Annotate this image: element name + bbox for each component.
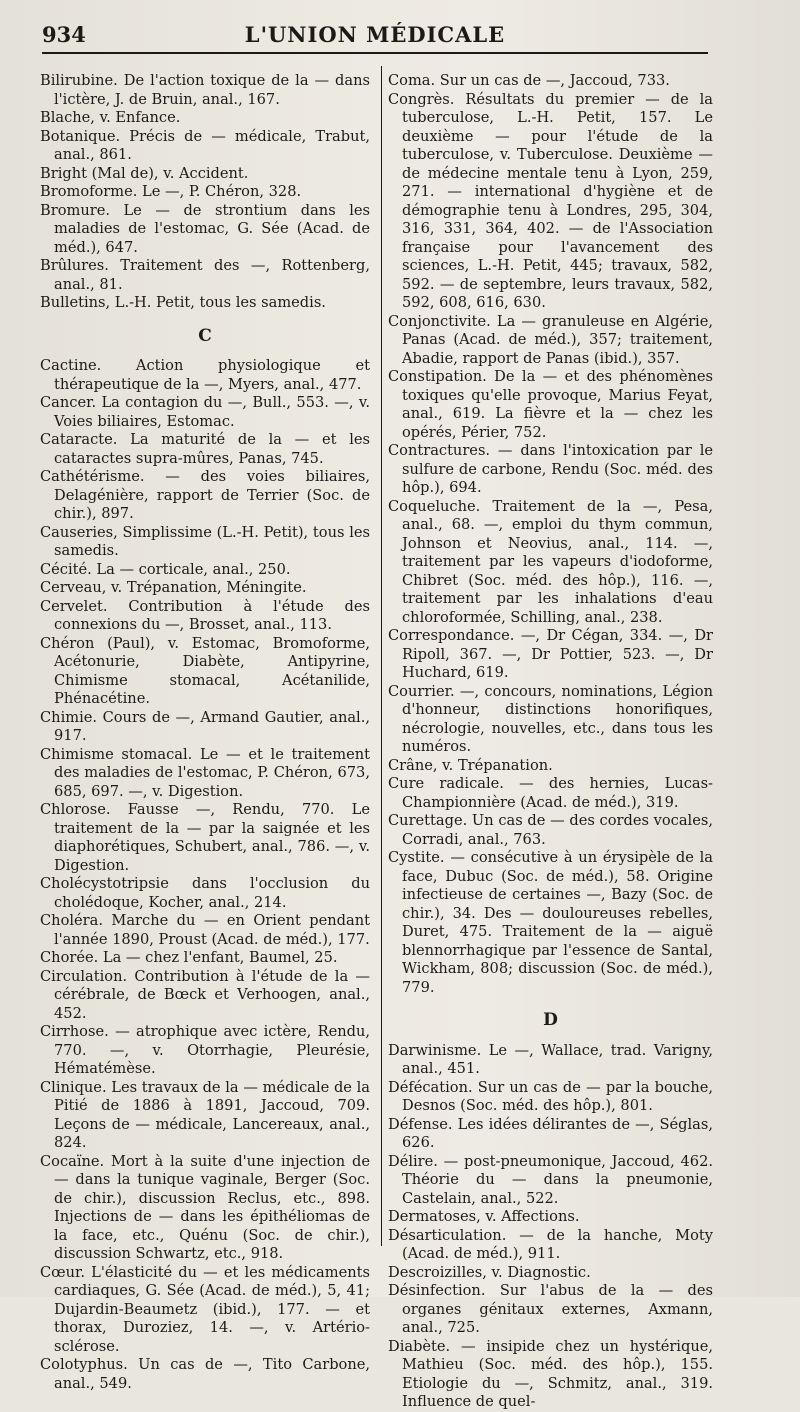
index-entry: Cirrhose. — atrophique avec ictère, Rendu, 770. —, v. Otorrhagie, Pleurésie, Hématémèse. (40, 1023, 370, 1077)
index-entry: Botanique. Précis de — médicale, Trabut, anal., 861. (40, 127, 370, 163)
index-entry: Brûlures. Traitement des —, Rottenberg, anal., 81. (40, 257, 370, 293)
index-entry: Circulation. Contribution à l'étude de la — cérébrale, de Bœck et Verhoogen, anal., 452. (40, 967, 370, 1022)
index-entry: Bulletins, L.-H. Petit, tous les samedis. (40, 294, 326, 311)
index-entry: Contractures. — dans l'intoxication par le sulfure de carbone, Rendu (Soc. méd. des hôp.), 694. (388, 442, 713, 496)
right-entries-after (388, 1042, 713, 1412)
index-entry: Défécation. Sur un cas de — par la bouche, Desnos (Soc. méd. des hôp.), 801. (388, 1078, 713, 1114)
index-entry: Cathétérisme. — des voies biliaires, Delagénière, rapport de Terrier (Soc. de chir.), 897. (40, 468, 370, 522)
right-column (388, 72, 713, 1412)
section-letter-d: D (543, 1010, 558, 1030)
left-entries-before (40, 72, 370, 313)
index-entry: Cervelet. Contribution à l'étude des connexions du —, Brosset, anal., 113. (40, 597, 370, 633)
index-entry: Crâne, v. Trépanation. (388, 756, 553, 774)
index-entry: Descroizilles, v. Diagnostic. (388, 1263, 591, 1281)
index-entry: Blache, v. Enfance. (40, 109, 181, 126)
index-entry: Constipation. De la — et des phénomènes toxiques qu'elle provoque, Marius Feyat, anal., 619. La fièvre et la — chez les opérés, Périer, 752. (388, 368, 713, 441)
header-rule (42, 52, 708, 54)
index-entry: Chéron (Paul), v. Estomac, Bromoforme, Acétonurie, Diabète, Antipyrine, Chimisme stomacal, Acétanilide, Phénacétine. (40, 634, 370, 707)
index-entry: Colotyphus. Un cas de —, Tito Carbone, anal., 549. (40, 1356, 370, 1392)
index-entry: Clinique. Les travaux de la — médicale de la Pitié de 1886 à 1891, Jaccoud, 709. Leçons de — médicale, Lancereaux, anal., 824. (40, 1078, 370, 1151)
index-entry: Choléra. Marche du — en Orient pendant l'année 1890, Proust (Acad. de méd.), 177. (40, 912, 370, 948)
index-entry: Causeries, Simplissime (L.-H. Petit), tous les samedis. (40, 523, 370, 559)
index-entry: Cystite. — consécutive à un érysipèle de la face, Dubuc (Soc. de méd.), 58. Origine infectieuse de certaines —, Bazy (Soc. de chir.), 34. Des — douloureuses rebelles, Duret, 475. Traitement de la — aiguë blennorrhagique par l'essence de Santal, Wickham, 808; discussion (Soc. de méd.), 779. (388, 849, 713, 996)
index-entry: Cactine. Action physiologique et thérapeutique de la —, Myers, anal., 477. (40, 357, 370, 393)
index-entry: Cure radicale. — des hernies, Lucas-Championnière (Acad. de méd.), 319. (388, 775, 713, 811)
index-entry: Chimie. Cours de —, Armand Gautier, anal., 917. (40, 708, 370, 744)
index-entry: Correspondance. —, Dr Cégan, 334. —, Dr Ripoll, 367. —, Dr Pottier, 523. —, Dr Huchard, 619. (388, 627, 713, 681)
index-entry: Défense. Les idées délirantes de —, Séglas, 626. (388, 1115, 713, 1151)
index-entry: Coqueluche. Traitement de la —, Pesa, anal., 68. —, emploi du thym commun, Johnson et Neovius, anal., 114. —, traitement par les vapeurs d'iodoforme, Chibret (Soc. méd. des hôp.), 116. —, traitement par les inhalations d'eau chloroformée, Schilling, anal., 238. (388, 497, 713, 626)
index-entry: Cerveau, v. Trépanation, Méningite. (40, 579, 307, 596)
left-entries-after (40, 357, 370, 1393)
left-column (40, 72, 370, 1393)
index-entry: Dermatoses, v. Affections. (388, 1208, 580, 1225)
index-entry: Chorée. La — chez l'enfant, Baumel, 25. (40, 949, 338, 966)
index-entry: Désinfection. Sur l'abus de la — des organes génitaux externes, Axmann, anal., 725. (388, 1282, 713, 1336)
index-entry: Désarticulation. — de la hanche, Moty (Acad. de méd.), 911. (388, 1226, 713, 1262)
page-number: 934 (42, 22, 86, 47)
index-entry: Bromure. Le — de strontium dans les maladies de l'estomac, G. Sée (Acad. de méd.), 647. (40, 201, 370, 256)
right-entries-before (388, 72, 713, 997)
index-entry: Bromoforme. Le —, P. Chéron, 328. (40, 183, 302, 200)
index-entry: Cancer. La contagion du —, Bull., 553. —, v. Voies biliaires, Estomac. (40, 394, 370, 430)
index-entry: Conjonctivite. La — granuleuse en Algérie, Panas (Acad. de méd.), 357; traitement, Abadie, rapport de Panas (ibid.), 357. (388, 312, 713, 367)
index-entry: Bright (Mal de), v. Accident. (40, 164, 249, 182)
index-entry: Chlorose. Fausse —, Rendu, 770. Le traitement de la — par la saignée et les diaphorétiques, Schubert, anal., 786. —, v. Digestion. (40, 801, 370, 874)
index-entry: Bilirubine. De l'action toxique de la — dans l'ictère, J. de Bruin, anal., 167. (40, 72, 370, 108)
journal-title: L'UNION MÉDICALE (244, 22, 506, 47)
index-entry: Cholécystotripsie dans l'occlusion du cholédoque, Kocher, anal., 214. (40, 875, 370, 911)
index-entry: Cataracte. La maturité de la — et les cataractes supra-mûres, Panas, 745. (40, 431, 370, 467)
index-entry: Chimisme stomacal. Le — et le traitement des maladies de l'estomac, P. Chéron, 673, 685, 697. —, v. Digestion. (40, 745, 370, 800)
index-entry: Coma. Sur un cas de —, Jaccoud, 733. (388, 72, 670, 89)
index-entry: Darwinisme. Le —, Wallace, trad. Varigny, anal., 451. (388, 1041, 713, 1077)
section-letter-c: C (198, 325, 212, 346)
index-entry: Cœur. L'élasticité du — et les médicaments cardiaques, G. Sée (Acad. de méd.), 5, 41; Dujardin-Beaumetz (ibid.), 177. — et thorax, Duroziez, 14. —, v. Artério-sclérose. (40, 1263, 370, 1355)
page-header (42, 22, 708, 54)
index-entry: Curettage. Un cas de — des cordes vocales, Corradi, anal., 763. (388, 812, 713, 848)
index-entry: Diabète. — insipide chez un hystérique, Mathieu (Soc. méd. des hôp.), 155. Etiologie du —, Schmitz, anal., 319. Influence de quel- (388, 1337, 713, 1410)
column-divider (381, 66, 382, 1246)
index-entry: Cécité. La — corticale, anal., 250. (40, 560, 291, 578)
index-entry: Congrès. Résultats du premier — de la tuberculose, L.-H. Petit, 157. Le deuxième — pour l'étude de la tuberculose, v. Tuberculose. Deuxième — de médecine mentale tenu à Lyon, 259, 271. — international d'hygiène et de démographie tenu à Londres, 295, 304, 316, 331, 364, 402. — de l'Association française pour l'avancement des sciences, L.-H. Petit, 445; travaux, 582, 592. — de septembre, leurs travaux, 582, 592, 608, 616, 630. (388, 90, 713, 311)
index-entry: Délire. — post-pneumonique, Jaccoud, 462. Théorie du — dans la pneumonie, Castelain, anal., 522. (388, 1152, 713, 1207)
index-entry: Courrier. —, concours, nominations, Légion d'honneur, distinctions honorifiques, nécrologie, nouvelles, etc., dans tous les numéros. (388, 682, 713, 755)
index-entry: Cocaïne. Mort à la suite d'une injection de — dans la tunique vaginale, Berger (Soc. de chir.), discussion Reclus, etc., 898. Injections de — dans les épithéliomas de la face, etc., Quénu (Soc. de chir.), discussion Schwartz, etc., 918. (40, 1152, 370, 1262)
